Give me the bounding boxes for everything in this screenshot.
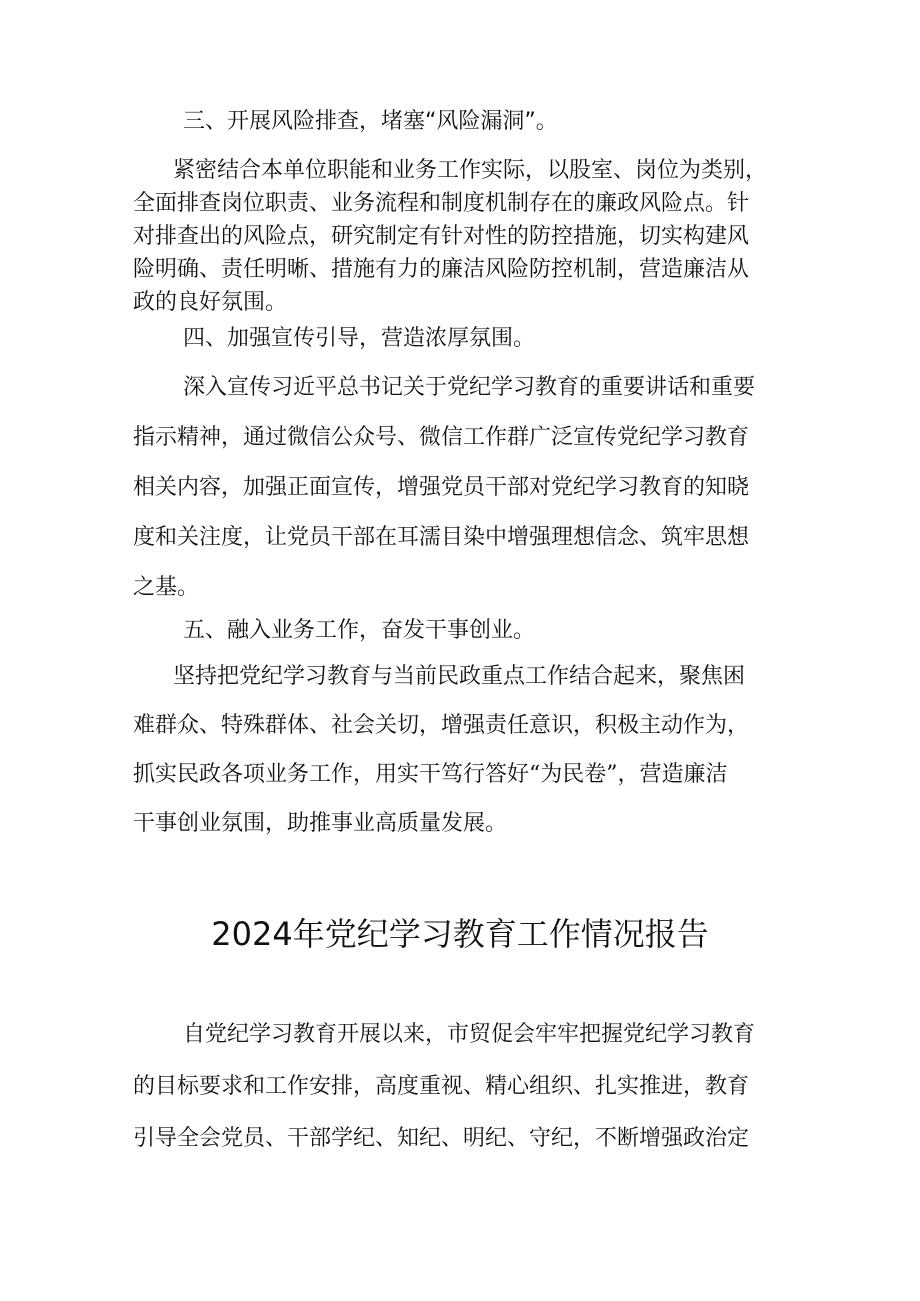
paragraph-line: 险明确、责任明晰、措施有力的廉洁风险防控机制，营造廉洁从 — [133, 257, 750, 282]
paragraph-line: 坚持把党纪学习教育与当前民政重点工作结合起来，聚焦困 — [173, 664, 746, 689]
paragraph-line: 引导全会党员、干部学纪、知纪、明纪、守纪，不断增强政治定 — [133, 1126, 750, 1151]
paragraph-line: 深入宣传习近平总书记关于党纪学习教育的重要讲话和重要 — [183, 375, 756, 400]
paragraph-line: 对排查出的风险点，研究制定有针对性的防控措施，切实构建风 — [133, 224, 750, 249]
paragraph-line: 抓实民政各项业务工作，用实干笃行答好“为民卷”，营造廉洁 — [133, 762, 728, 787]
section-4-paragraph — [133, 375, 793, 600]
paragraph-line: 全面排查岗位职责、业务流程和制度机制存在的廉政风险点。针 — [133, 191, 750, 216]
paragraph-line: 政的良好氛围。 — [133, 290, 288, 315]
paragraph-line: 的目标要求和工作安排，高度重视、精心组织、扎实推进，教育 — [133, 1074, 750, 1099]
section-4-heading: 四、加强宣传引导，营造浓厚氛围。 — [183, 326, 536, 351]
paragraph-line: 之基。 — [133, 575, 200, 600]
paragraph-line: 指示精神，通过微信公众号、微信工作群广泛宣传党纪学习教育 — [133, 425, 750, 450]
section-3-heading: 三、开展风险排查，堵塞“风险漏洞”。 — [183, 109, 558, 134]
paragraph-line: 自党纪学习教育开展以来，市贸促会牢牢把握党纪学习教育 — [183, 1022, 756, 1047]
paragraph-line: 度和关注度，让党员干部在耳濡目染中增强理想信念、筑牢思想 — [133, 525, 750, 550]
paragraph-line: 干事创业氛围，助推事业高质量发展。 — [133, 811, 508, 836]
paragraph-line: 紧密结合本单位职能和业务工作实际，以股室、岗位为类别， — [173, 158, 768, 183]
section-3-paragraph — [133, 158, 793, 315]
report-paragraph — [133, 1024, 793, 1154]
report-title: 2024年党纪学习教育工作情况报告 — [211, 915, 709, 953]
paragraph-line: 相关内容，加强正面宣传，增强党员干部对党纪学习教育的知晓 — [133, 475, 750, 500]
section-5-paragraph — [133, 666, 793, 836]
paragraph-line: 难群众、特殊群体、社会关切，增强责任意识，积极主动作为， — [133, 713, 750, 738]
section-5-heading: 五、融入业务工作，奋发干事创业。 — [183, 618, 536, 643]
